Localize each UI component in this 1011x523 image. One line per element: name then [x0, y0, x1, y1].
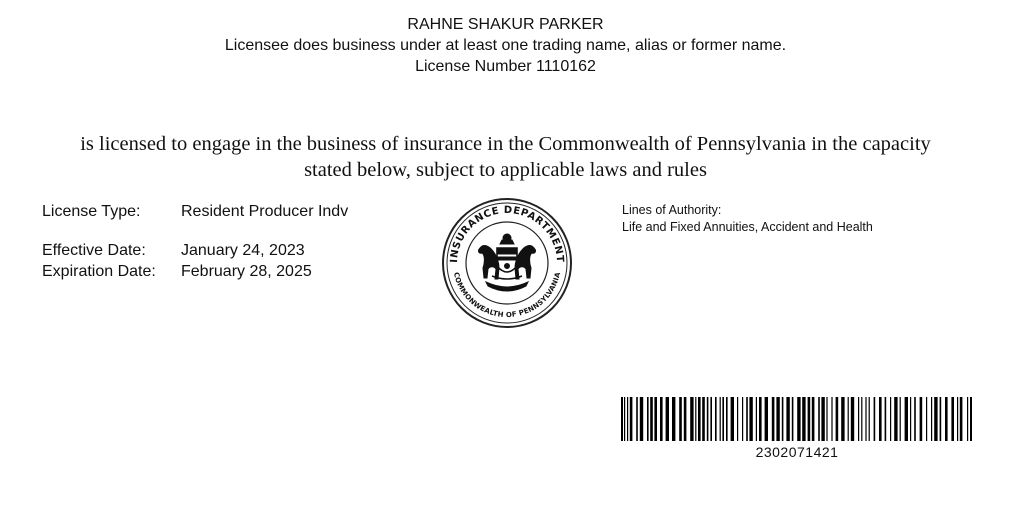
license-type-label: License Type: — [42, 203, 141, 220]
barcode-bar — [702, 397, 705, 441]
barcode-bar — [957, 397, 958, 441]
barcode — [621, 397, 973, 441]
barcode-bar — [951, 397, 954, 441]
barcode-bar — [960, 397, 963, 441]
barcode-bar — [858, 397, 859, 441]
statement-line-2: stated below, subject to applicable laws and rules — [304, 159, 707, 181]
barcode-bar — [650, 397, 653, 441]
barcode-bar — [808, 397, 811, 441]
barcode-bar — [885, 397, 887, 441]
seal-top-text: INSURANCE DEPARTMENT — [448, 204, 566, 264]
barcode-bar — [848, 397, 849, 441]
barcode-bar — [905, 397, 908, 441]
effective-date-field — [42, 241, 305, 261]
barcode-bar — [707, 397, 709, 441]
statement-line-1: is licensed to engage in the business of insurance in the Commonwealth of Pennsylvania in the capacity — [80, 133, 931, 155]
barcode-bar — [831, 397, 832, 441]
barcode-bar — [640, 397, 643, 441]
barcode-bar — [690, 397, 693, 441]
barcode-bar — [874, 397, 876, 441]
dba-note: Licensee does business under at least one trading name, alias or former name. — [224, 37, 787, 54]
barcode-bar — [869, 397, 870, 441]
barcode-bar — [802, 397, 805, 441]
expiration-date-value: February 28, 2025 — [181, 263, 312, 280]
barcode-bar — [900, 397, 901, 441]
expiration-date-label: Expiration Date: — [42, 263, 156, 280]
barcode-bar — [630, 397, 633, 441]
effective-date-value: January 24, 2023 — [181, 242, 305, 259]
licensee-name: RAHNE SHAKUR PARKER — [407, 16, 604, 33]
barcode-bar — [749, 397, 752, 441]
barcode-bar — [910, 397, 911, 441]
barcode-bar — [836, 397, 839, 441]
barcode-bar — [851, 397, 854, 441]
barcode-bar — [742, 397, 743, 441]
barcode-bar — [797, 397, 800, 441]
barcode-bar — [731, 397, 734, 441]
license-type-value: Resident Producer Indv — [181, 203, 349, 220]
barcode-bar — [879, 397, 882, 441]
barcode-bar — [746, 397, 748, 441]
barcode-bar — [792, 397, 794, 441]
license-statement — [30, 131, 981, 183]
barcode-bar — [967, 397, 968, 441]
barcode-bar — [920, 397, 923, 441]
expiration-date-field — [42, 262, 312, 282]
barcode-bar — [720, 397, 721, 441]
barcode-bar — [684, 397, 687, 441]
barcode-bar — [861, 397, 862, 441]
barcode-bar — [865, 397, 866, 441]
barcode-bar — [627, 397, 628, 441]
barcode-bar — [776, 397, 779, 441]
barcode-bar — [726, 397, 728, 441]
barcode-bar — [782, 397, 784, 441]
barcode-bar — [636, 397, 638, 441]
barcode-bar — [970, 397, 972, 441]
insurance-department-seal — [440, 196, 574, 330]
barcode-bar — [890, 397, 891, 441]
barcode-bar — [818, 397, 820, 441]
barcode-bar — [647, 397, 649, 441]
licensee-header — [0, 14, 1011, 77]
barcode-bar — [624, 397, 625, 441]
barcode-bar — [945, 397, 948, 441]
license-type-field — [42, 202, 349, 222]
barcode-bar — [821, 397, 824, 441]
barcode-bar — [672, 397, 675, 441]
barcode-bar — [666, 397, 669, 441]
barcode-bar — [695, 397, 696, 441]
barcode-bar — [756, 397, 757, 441]
barcode-bar — [914, 397, 916, 441]
barcode-bar — [926, 397, 927, 441]
effective-date-label: Effective Date: — [42, 242, 146, 259]
authority-label: Lines of Authority: — [622, 203, 722, 217]
barcode-bar — [934, 397, 937, 441]
barcode-bar — [765, 397, 768, 441]
barcode-bar — [654, 397, 657, 441]
seal-bottom-text: COMMONWEALTH OF PENNSYLVANIA — [451, 271, 563, 320]
barcode-number: 2302071421 — [755, 444, 839, 460]
barcode-bar — [621, 397, 623, 441]
license-number: License Number 1110162 — [415, 58, 596, 75]
barcode-bar — [698, 397, 701, 441]
barcode-bar — [931, 397, 932, 441]
barcode-bar — [715, 397, 717, 441]
barcode-bar — [812, 397, 815, 441]
barcode-bar — [679, 397, 682, 441]
barcode-bar — [894, 397, 897, 441]
barcode-bar — [710, 397, 712, 441]
lines-of-authority — [622, 202, 873, 236]
barcode-bar — [772, 397, 775, 441]
barcode-bar — [660, 397, 663, 441]
barcode-bar — [940, 397, 942, 441]
authority-value: Life and Fixed Annuities, Accident and Health — [622, 220, 873, 234]
barcode-bar — [786, 397, 789, 441]
barcode-bar — [826, 397, 827, 441]
barcode-bar — [722, 397, 724, 441]
barcode-bar — [841, 397, 844, 441]
barcode-bar — [759, 397, 762, 441]
barcode-bar — [737, 397, 738, 441]
